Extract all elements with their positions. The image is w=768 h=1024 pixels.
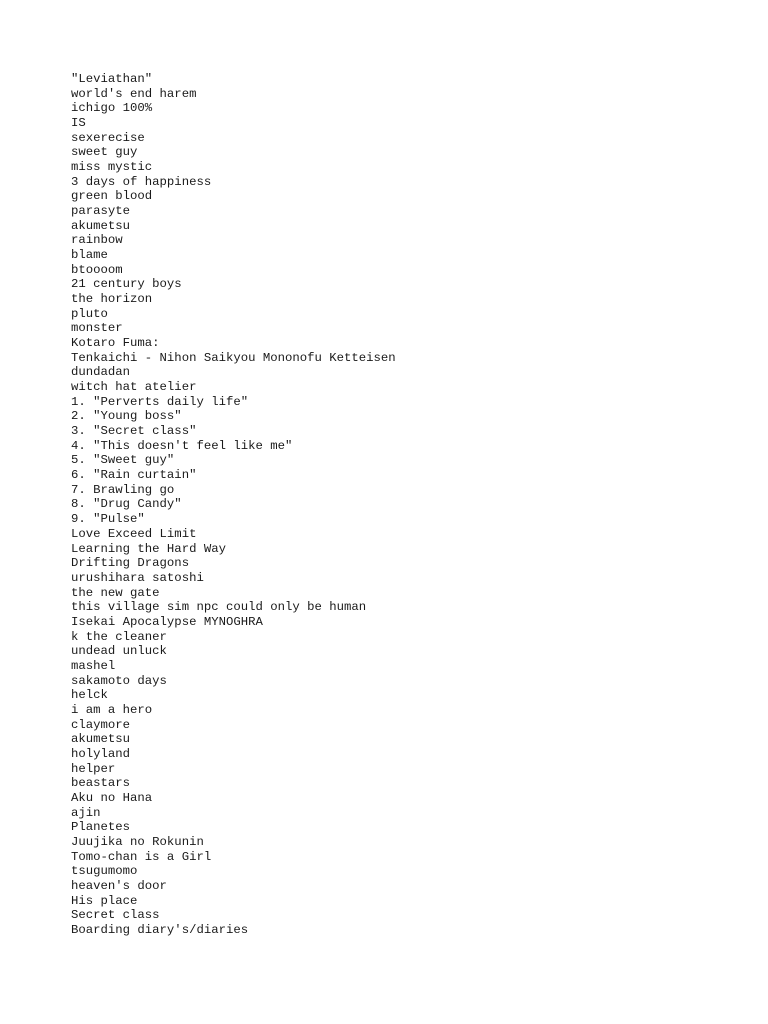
document-text-block <box>71 72 396 938</box>
text-line: pluto <box>71 306 108 321</box>
text-line: undead unluck <box>71 644 167 659</box>
text-line: IS <box>71 116 86 131</box>
text-line: mashel <box>71 658 116 673</box>
text-line: helper <box>71 761 116 776</box>
text-line: beastars <box>71 776 131 791</box>
text-line: rainbow <box>71 233 123 248</box>
text-line: Secret class <box>71 908 160 923</box>
text-line: akumetsu <box>71 732 131 747</box>
text-line: Aku no Hana <box>71 790 153 805</box>
text-line: the new gate <box>71 585 160 600</box>
text-line: miss mystic <box>71 160 153 175</box>
text-line: this village sim npc could only be human <box>71 600 367 615</box>
text-line: 7. Brawling go <box>71 482 175 497</box>
text-line: Kotaro Fuma: <box>71 336 160 351</box>
text-line: witch hat atelier <box>71 380 197 395</box>
text-line: holyland <box>71 746 131 761</box>
text-line: green blood <box>71 189 153 204</box>
text-line: 8. "Drug Candy" <box>71 497 182 512</box>
text-line: akumetsu <box>71 218 131 233</box>
text-line: 4. "This doesn't feel like me" <box>71 438 293 453</box>
text-line: world's end harem <box>71 86 197 101</box>
text-line: ichigo 100% <box>71 101 153 116</box>
text-line: sweet guy <box>71 145 138 160</box>
text-line: 6. "Rain curtain" <box>71 468 197 483</box>
text-line: btoooom <box>71 262 123 277</box>
text-line: 21 century boys <box>71 277 182 292</box>
text-line: the horizon <box>71 292 153 307</box>
text-line: urushihara satoshi <box>71 570 204 585</box>
text-line: 3. "Secret class" <box>71 424 197 439</box>
text-line: 1. "Perverts daily life" <box>71 394 249 409</box>
text-line: 2. "Young boss" <box>71 409 182 424</box>
text-line: Juujika no Rokunin <box>71 834 204 849</box>
text-line: Love Exceed Limit <box>71 526 197 541</box>
text-line: blame <box>71 248 108 263</box>
text-line: ajin <box>71 805 101 820</box>
text-line: 3 days of happiness <box>71 174 212 189</box>
text-line: k the cleaner <box>71 629 167 644</box>
text-line: parasyte <box>71 204 131 219</box>
text-line: i am a hero <box>71 702 153 717</box>
text-line: sexerecise <box>71 130 145 145</box>
text-line: 9. "Pulse" <box>71 512 145 527</box>
text-line: Boarding diary's/diaries <box>71 922 249 937</box>
text-line: tsugumomo <box>71 864 138 879</box>
text-line: "Leviathan" <box>71 72 153 86</box>
text-line: dundadan <box>71 365 131 380</box>
text-line: Learning the Hard Way <box>71 541 226 556</box>
text-line: monster <box>71 321 123 336</box>
text-line: Tomo-chan is a Girl <box>71 849 212 864</box>
text-line: sakamoto days <box>71 673 167 688</box>
text-line: Planetes <box>71 820 131 835</box>
text-line: Isekai Apocalypse MYNOGHRA <box>71 614 263 629</box>
text-line: heaven's door <box>71 878 167 893</box>
text-line: helck <box>71 688 108 703</box>
text-line: Tenkaichi - Nihon Saikyou Mononofu Ketteisen <box>71 350 396 365</box>
text-line: His place <box>71 893 138 908</box>
text-line: claymore <box>71 717 131 732</box>
text-line: Drifting Dragons <box>71 556 190 571</box>
text-line: 5. "Sweet guy" <box>71 453 175 468</box>
